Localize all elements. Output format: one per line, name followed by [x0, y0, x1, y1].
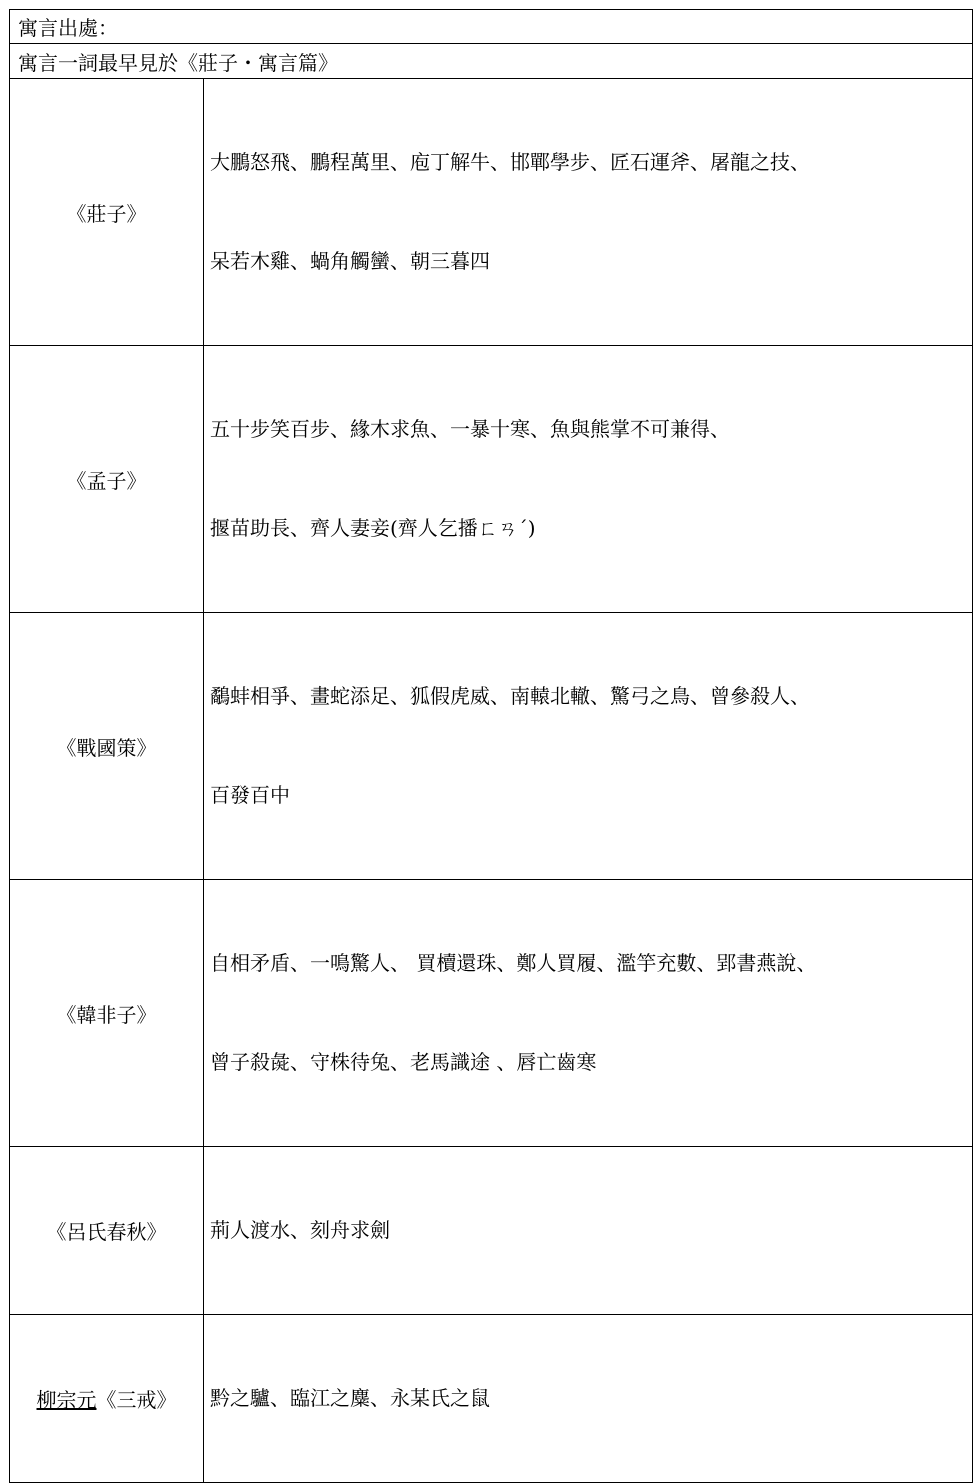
examples-line: 鷸蚌相爭、畫蛇添足、狐假虎威、南轅北轍、驚弓之鳥、曾參殺人、 — [210, 684, 810, 708]
source-cell: 《莊子》 — [10, 79, 204, 346]
examples-line: 呆若木雞、蝸角觸蠻、朝三暮四 — [210, 249, 490, 273]
table-row — [10, 613, 973, 880]
table-row — [10, 346, 973, 613]
examples-line: 荊人渡水、刻舟求劍 — [210, 1218, 390, 1242]
examples-cell — [204, 880, 973, 1147]
header-cell: 寓言出處： — [10, 10, 973, 44]
source-cell: 《孟子》 — [10, 346, 204, 613]
examples-line: 大鵬怒飛、鵬程萬里、庖丁解牛、邯鄲學步、匠石運斧、屠龍之技、 — [210, 150, 810, 174]
examples-line: 揠苗助長、齊人妻妾(齊人乞播ㄈㄢˊ) — [210, 516, 536, 540]
table-row — [10, 1147, 973, 1315]
intro-row — [10, 44, 973, 79]
examples-cell — [204, 1315, 973, 1483]
fable-source-table — [9, 9, 973, 1483]
source-cell: 《呂氏春秋》 — [10, 1147, 204, 1315]
table-row — [10, 1315, 973, 1483]
examples-cell — [204, 346, 973, 613]
examples-line: 五十步笑百步、緣木求魚、一暴十寒、魚與熊掌不可兼得、 — [210, 417, 730, 441]
author-name: 柳宗元 — [36, 1388, 97, 1412]
examples-line: 自相矛盾、一鳴驚人、 買櫝還珠、鄭人買履、濫竽充數、郢書燕說、 — [210, 951, 817, 975]
source-cell: 《戰國策》 — [10, 613, 204, 880]
table-row — [10, 880, 973, 1147]
examples-cell — [204, 613, 973, 880]
table-row — [10, 79, 973, 346]
header-row — [10, 10, 973, 44]
examples-line: 黔之驢、臨江之麋、永某氏之鼠 — [210, 1386, 490, 1410]
intro-cell: 寓言一詞最早見於《莊子・寓言篇》 — [10, 44, 973, 79]
examples-cell — [204, 79, 973, 346]
source-cell — [10, 1315, 204, 1483]
examples-line: 曾子殺彘、守株待兔、老馬識途 、唇亡齒寒 — [210, 1050, 597, 1074]
examples-cell — [204, 1147, 973, 1315]
source-cell: 《韓非子》 — [10, 880, 204, 1147]
examples-line: 百發百中 — [210, 783, 290, 807]
work-title: 《三戒》 — [96, 1388, 177, 1412]
